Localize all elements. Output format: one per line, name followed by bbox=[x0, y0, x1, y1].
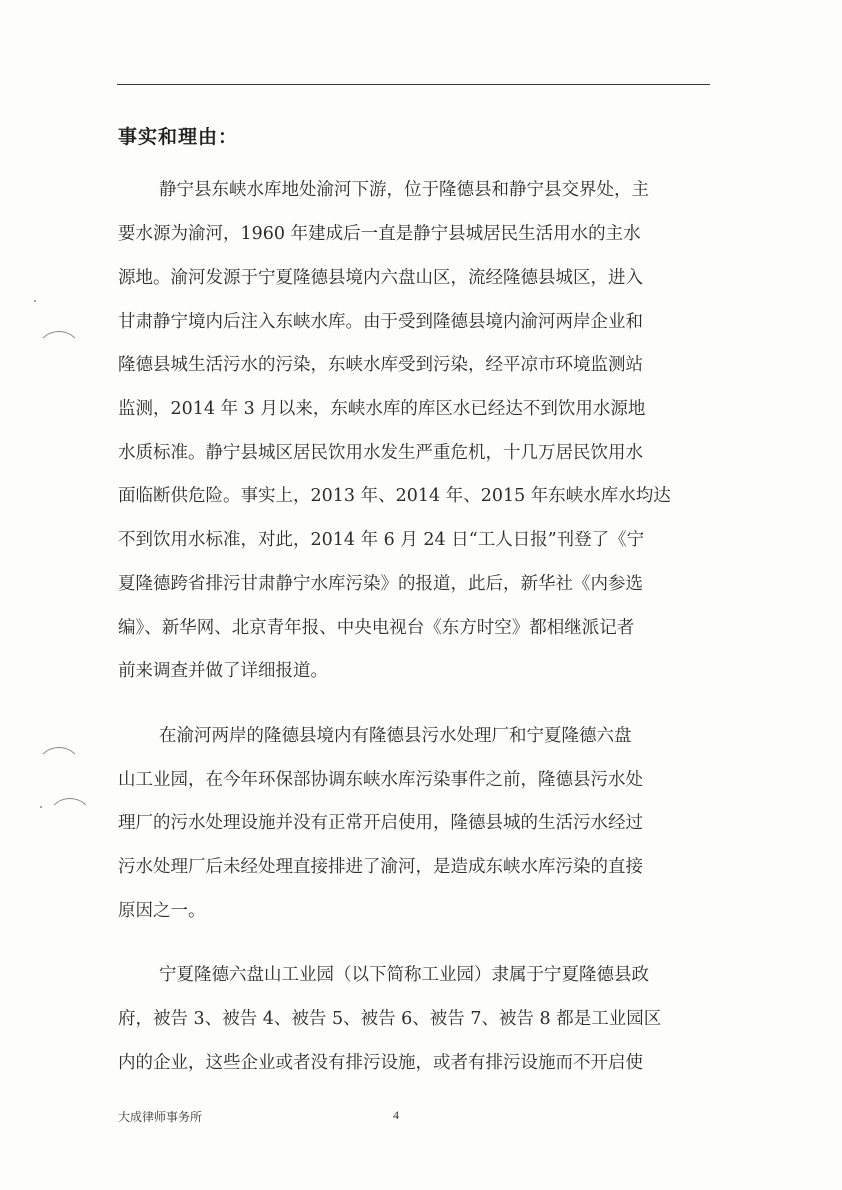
footer-firm-name: 大成律师事务所 bbox=[118, 1110, 203, 1124]
paragraph-line: 原因之一。 bbox=[118, 901, 206, 921]
binder-hole-mark bbox=[36, 747, 82, 793]
paragraph-line: 水质标准。静宁县城区居民饮用水发生严重危机，十几万居民饮用水 bbox=[118, 443, 643, 463]
paragraph-line: 宁夏隆德六盘山工业园（以下简称工业园）隶属于宁夏隆德县政 bbox=[159, 965, 649, 985]
binder-hole-mark bbox=[47, 798, 93, 844]
binder-hole-mark bbox=[36, 331, 82, 377]
paragraph-line: 面临断供危险。事实上，2013 年、2014 年、2015 年东峡水库水均达 bbox=[118, 486, 671, 506]
paragraph-line: 夏隆德跨省排污甘肃静宁水库污染》的报道，此后，新华社《内参选 bbox=[118, 574, 643, 594]
paragraph-line: 理厂的污水处理设施并没有正常开启使用，隆德县城的生活污水经过 bbox=[118, 813, 643, 833]
paragraph-line: 在渝河两岸的隆德县境内有隆德县污水处理厂和宁夏隆德六盘 bbox=[159, 726, 632, 746]
scan-speck bbox=[34, 300, 36, 302]
paragraph-line: 要水源为渝河，1960 年建成后一直是静宁县城居民生活用水的主水 bbox=[118, 224, 641, 244]
section-heading: 事实和理由： bbox=[118, 126, 239, 148]
paragraph-line: 监测，2014 年 3 月以来，东峡水库的库区水已经达不到饮用水源地 bbox=[118, 399, 646, 419]
paragraph-line: 府，被告 3、被告 4、被告 5、被告 6、被告 7、被告 8 都是工业园区 bbox=[118, 1009, 662, 1029]
paragraph-line: 隆德县城生活污水的污染，东峡水库受到污染，经平凉市环境监测站 bbox=[118, 355, 643, 375]
paragraph-line: 山工业园，在今年环保部协调东峡水库污染事件之前，隆德县污水处 bbox=[118, 770, 643, 790]
footer-page-number: 4 bbox=[393, 1108, 399, 1122]
header-rule bbox=[117, 84, 710, 85]
paragraph-line: 污水处理厂后未经处理直接排进了渝河，是造成东峡水库污染的直接 bbox=[118, 857, 643, 877]
scan-speck bbox=[40, 806, 42, 808]
paragraph-line: 前来调查并做了详细报道。 bbox=[118, 661, 328, 681]
paragraph-line: 源地。渝河发源于宁夏隆德县境内六盘山区，流经隆德县城区，进入 bbox=[118, 268, 643, 288]
paragraph-line: 编》、新华网、北京青年报、中央电视台《东方时空》都相继派记者 bbox=[118, 618, 635, 638]
paragraph-line: 静宁县东峡水库地处渝河下游，位于隆德县和静宁县交界处，主 bbox=[159, 180, 649, 200]
paragraph-line: 不到饮用水标准，对此，2014 年 6 月 24 日“工人日报”刊登了《宁 bbox=[118, 530, 645, 550]
paragraph-line: 内的企业，这些企业或者没有排污设施，或者有排污设施而不开启使 bbox=[118, 1053, 643, 1073]
paragraph-line: 甘肃静宁境内后注入东峡水库。由于受到隆德县境内渝河两岸企业和 bbox=[118, 312, 643, 332]
